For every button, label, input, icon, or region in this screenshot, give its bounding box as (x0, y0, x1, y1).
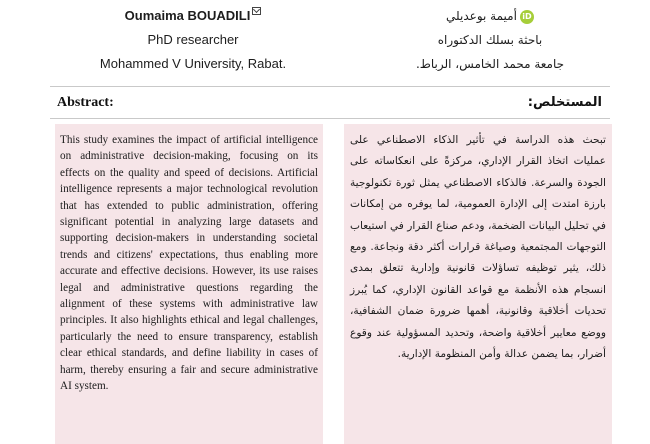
abstract-body-en: This study examines the impact of artificial intelligence on administrative decision-making, focusing on its effects on the quality and speed of decisions. Artificial intelligence represents a major technological revolution that has extended to public administration, offering significant potential in analyzing large datasets and supporting decision-makers in understanding societal trends and citizens' expectations, thus enabling more accurate and effective decisions. However, its use raises legal and administrative questions regarding the alignment of these systems with administrative law principles. It also highlights ethical and legal challenges, particularly the need to ensure transparency, establish clear ethical standards, and define liability in cases of harm, thereby ensuring a fair and secure administrative AI system. (60, 134, 318, 393)
abstract-heading-en: Abstract: (57, 95, 114, 110)
author-affiliation-ar: جامعة محمد الخامس، الرباط. (415, 57, 565, 71)
abstract-body-ar: تبحث هذه الدراسة في تأثير الذكاء الاصطناعي على عمليات اتخاذ القرار الإداري، مركزةً على انعكاساته على الجودة والسرعة. فالذكاء الاصطناعي يمثل ثورة تكنولوجية بارزة امتدت إلى الإدارة العمومية، لما يوفره من إمكانات في تحليل البيانات الضخمة، ودعم صناع القرار في استيعاب التوجهات المجتمعية وصياغة قرارات أكثر دقة ونجاعة. ومع ذلك، يثير توظيفه تساؤلات قانونية وإدارية تتعلق بمدى انسجام هذه الأنظمة مع قواعد القانون الإداري، كما يُبرز تحديات أخلاقية وقانونية، أهمها ضرورة ضمان الشفافية، ووضع معايير أخلاقية واضحة، وتحديد المسؤولية عند وقوع أضرار، بما يضمن عدالة وأمن المنظومة الإدارية. (350, 134, 606, 361)
author-role-en: PhD researcher (147, 32, 239, 47)
author-block-en (78, 4, 308, 76)
heading-divider (50, 118, 610, 119)
orcid-icon[interactable]: iD (520, 10, 534, 24)
author-name-ar: أميمة بوعديلي (446, 9, 517, 23)
abstract-panel-ar (344, 124, 612, 444)
mail-icon[interactable] (252, 7, 261, 15)
author-name-en: Oumaima BOUADILI (124, 8, 251, 23)
author-block-ar (385, 4, 595, 76)
author-role-ar: باحثة بسلك الدكتوراه (437, 33, 543, 47)
abstract-panel-en (55, 124, 323, 444)
abstract-heading-ar: المستخلص: (527, 95, 602, 110)
top-divider (50, 86, 610, 87)
author-affiliation-en: Mohammed V University, Rabat. (99, 56, 287, 71)
